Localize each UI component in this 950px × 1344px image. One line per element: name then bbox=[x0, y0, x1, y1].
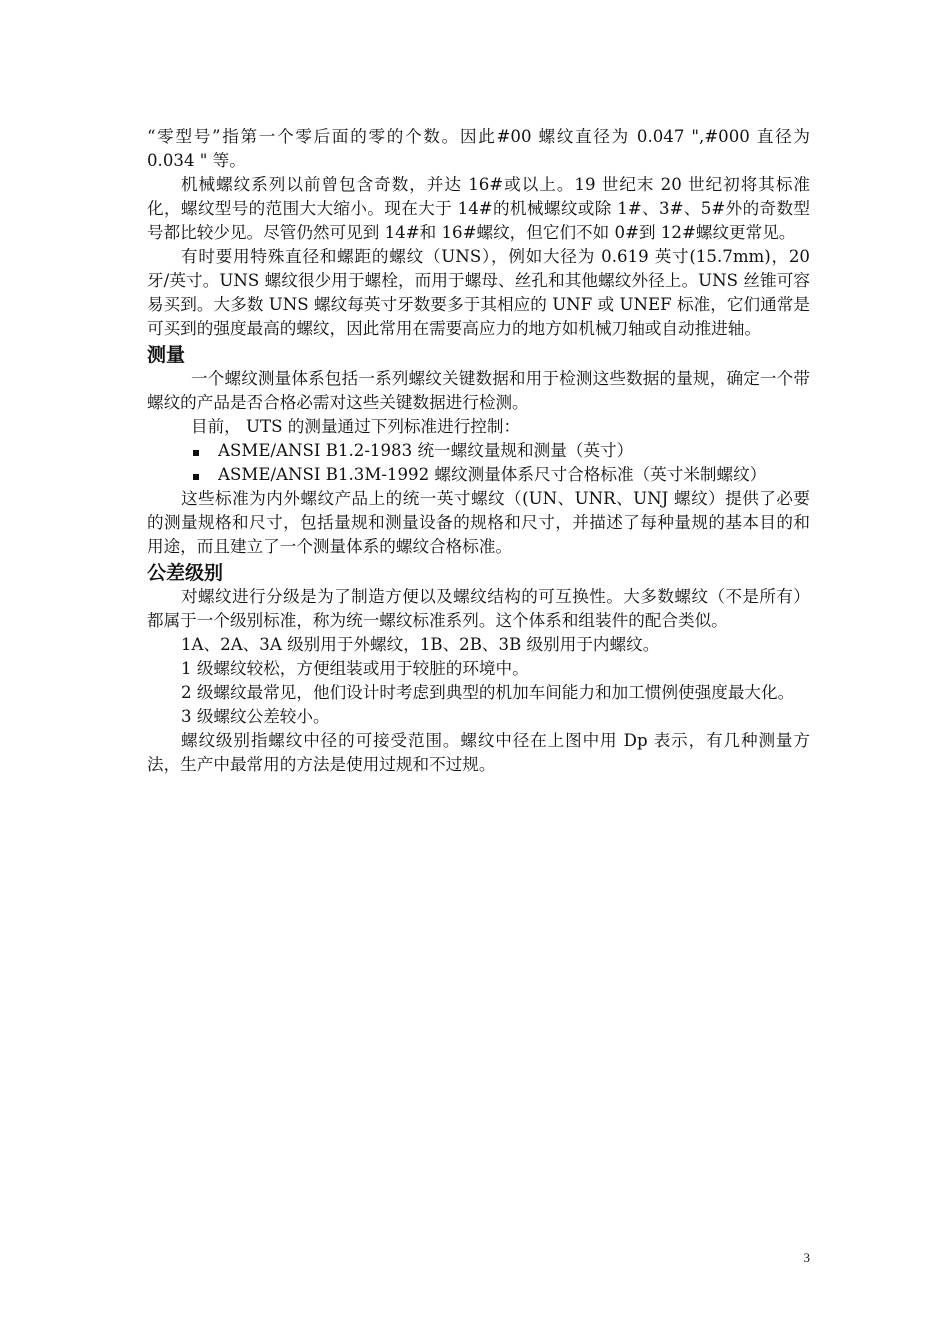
standards-list bbox=[147, 439, 810, 487]
measurement-heading: 测量 bbox=[147, 344, 186, 366]
tolerance-paragraph-3: 1 级螺纹较松，方便组装或用于较脏的环境中。 bbox=[181, 659, 529, 678]
intro-paragraph-3: 有时要用特殊直径和螺距的螺纹（UNS），例如大径为 0.619 英寸(15.7mm)，20 牙/英寸。UNS 螺纹很少用于螺栓，而用于螺母、丝孔和其他螺纹外径上。UNS 丝锥可容易买到。大多数 UNS 螺纹每英寸牙数要多于其相应的 UNF 或 UNEF 标准，它们通常是可买到的强度最高的螺纹，因此常用在需要高应力的地方如机械刀轴或自动推进轴。 bbox=[147, 247, 810, 338]
tolerance-paragraph-2: 1A、2A、3A 级别用于外螺纹，1B、2B、3B 级别用于内螺纹。 bbox=[181, 635, 660, 654]
square-bullet-icon bbox=[193, 450, 199, 456]
standards-list-item bbox=[147, 439, 810, 463]
tolerance-paragraph-6: 螺纹级别指螺纹中径的可接受范围。螺纹中径在上图中用 Dp 表示，有几种测量方法，生产中最常用的方法是使用过规和不过规。 bbox=[147, 731, 810, 774]
square-bullet-icon bbox=[193, 474, 199, 480]
tolerance-paragraph-4: 2 级螺纹最常见，他们设计时考虑到典型的机加车间能力和加工惯例使强度最大化。 bbox=[181, 683, 795, 702]
tolerance-paragraph-1: 对螺纹进行分级是为了制造方便以及螺纹结构的可互换性。大多数螺纹（不是所有）都属于一个级别标准，称为统一螺纹标准系列。这个体系和组装件的配合类似。 bbox=[147, 587, 810, 630]
measurement-paragraph-1: 一个螺纹测量体系包括一系列螺纹关键数据和用于检测这些数据的量规，确定一个带螺纹的产品是否合格必需对这些关键数据进行检测。 bbox=[147, 369, 810, 412]
intro-paragraph-1: “零型号”指第一个零后面的零的个数。因此#00 螺纹直径为 0.047 ",#000 直径为 0.034 " 等。 bbox=[147, 127, 810, 170]
standards-list-item bbox=[147, 463, 810, 487]
standards-list-item-text: ASME/ANSI B1.2-1983 统一螺纹量规和测量（英寸） bbox=[218, 441, 634, 460]
measurement-paragraph-3: 这些标准为内外螺纹产品上的统一英寸螺纹（(UN、UNR、UNJ 螺纹）提供了必要的测量规格和尺寸，包括量规和测量设备的规格和尺寸，并描述了每种量规的基本目的和用途，而且建立了一个测量体系的螺纹合格标准。 bbox=[147, 489, 810, 556]
page-number: 3 bbox=[803, 1250, 810, 1265]
measurement-paragraph-2: 目前， UTS 的测量通过下列标准进行控制： bbox=[191, 417, 521, 436]
document-body bbox=[147, 125, 810, 777]
standards-list-item-text: ASME/ANSI B1.3M-1992 螺纹测量体系尺寸合格标准（英寸米制螺纹） bbox=[218, 465, 767, 484]
tolerance-heading: 公差级别 bbox=[147, 562, 224, 584]
intro-paragraph-2: 机械螺纹系列以前曾包含奇数，并达 16#或以上。19 世纪末 20 世纪初将其标准化，螺纹型号的范围大大缩小。现在大于 14#的机械螺纹或除 1#、3#、5#外的奇数型号都比较少见。尽管仍然可见到 14#和 16#螺纹，但它们不如 0#到 12#螺纹更常见。 bbox=[147, 175, 810, 242]
tolerance-paragraph-5: 3 级螺纹公差较小。 bbox=[181, 707, 330, 726]
